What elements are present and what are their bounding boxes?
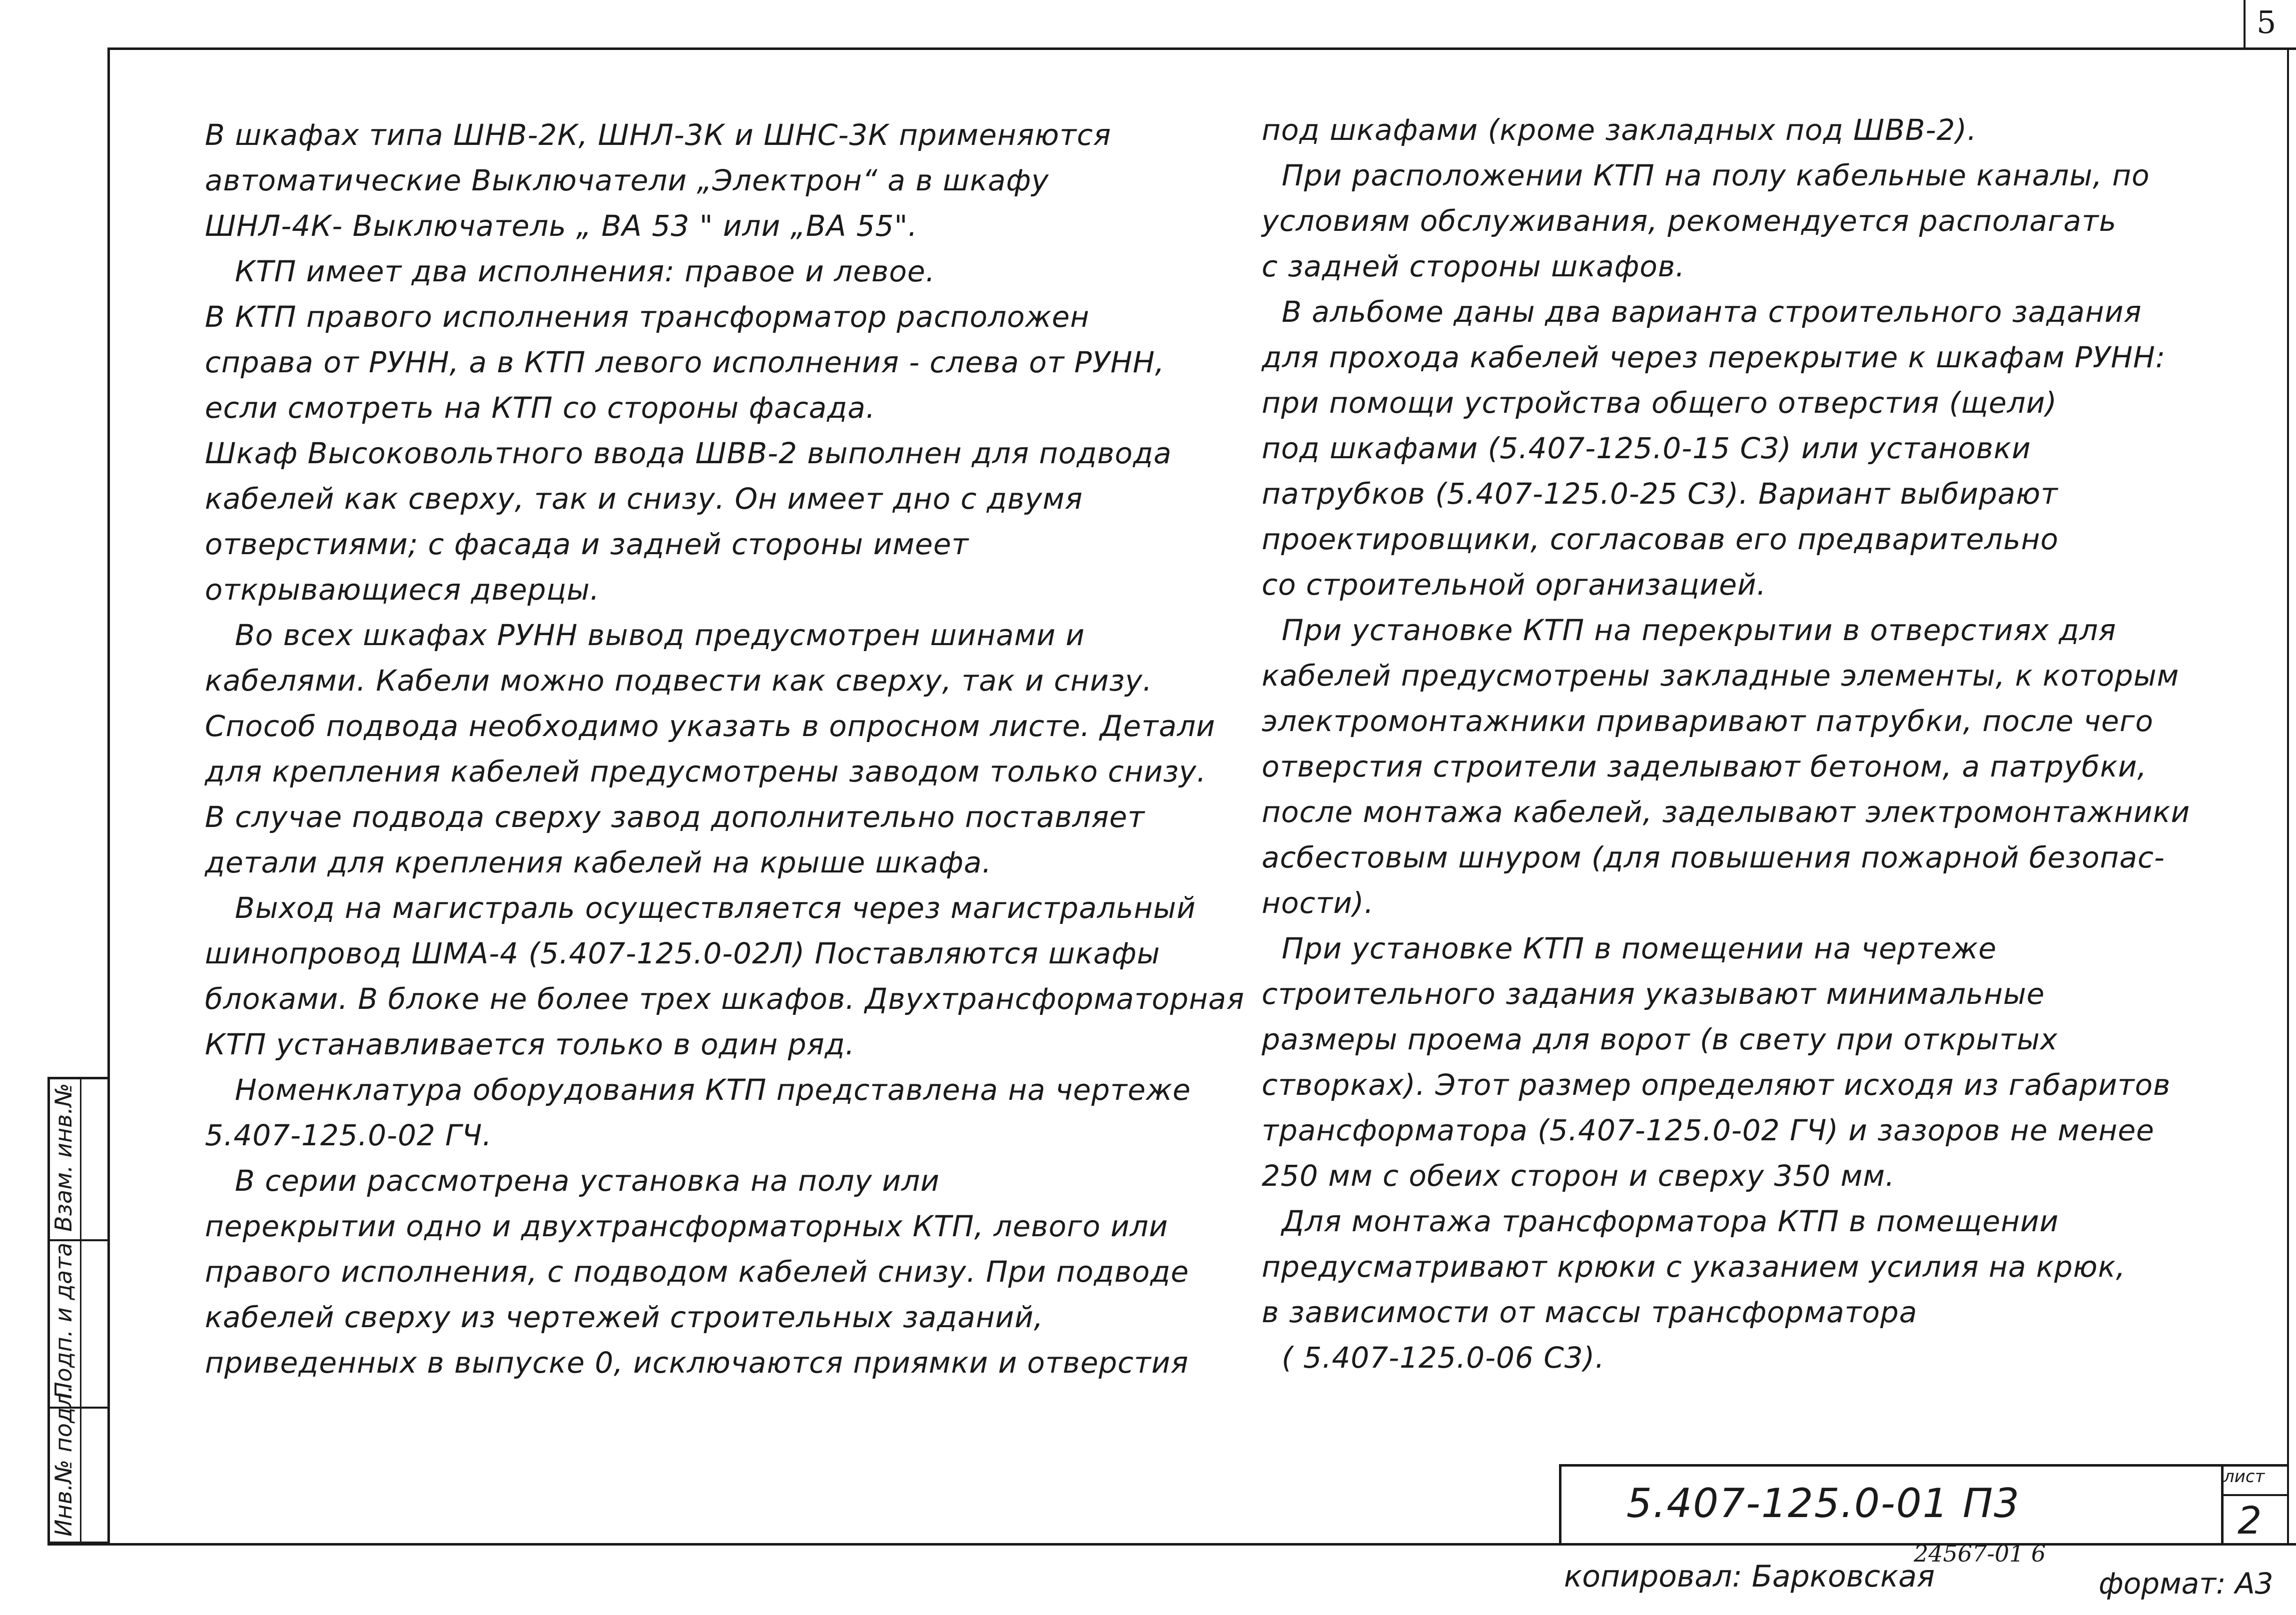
text-line: 250 мм с обеих сторон и сверху 350 мм. [1262,1159,1895,1193]
text-line: В серии рассмотрена установка на полу или [235,1164,940,1198]
text-line: блоками. В блоке не более трех шкафов. Двухтрансформаторная [205,982,1245,1016]
text-line: асбестовым шнуром (для повышения пожарной безопас- [1262,840,2165,874]
text-line: При расположении КТП на полу кабельные каналы, по [1282,158,2150,192]
text-line: ШНЛ-4К- Выключатель „ ВА 53 " или „ВА 55". [205,209,918,243]
text-line: В альбоме даны два варианта строительного задания [1282,295,2142,329]
text-line: КТП устанавливается только в один ряд. [205,1027,855,1061]
stamp-label: Подп. и дата [50,1242,77,1399]
text-line: В КТП правого исполнения трансформатор расположен [205,300,1090,334]
text-line: со строительной организацией. [1262,568,1767,602]
paper-format: формат: А3 [2099,1567,2274,1601]
text-line: трансформатора (5.407-125.0-02 ГЧ) и зазоров не менее [1262,1113,2155,1147]
text-line: электромонтажники приваривают патрубки, после чего [1262,704,2154,738]
text-line: под шкафами (кроме закладных под ШВВ-2). [1262,113,1977,147]
text-line: правого исполнения, с подводом кабелей снизу. При подводе [205,1255,1189,1289]
text-line: Номенклатура оборудования КТП представлена на чертеже [235,1073,1191,1107]
text-line: кабелей как сверху, так и снизу. Он имеет дно с двумя [205,482,1083,516]
page-number-box [2244,0,2296,47]
sheet-cell-divider [2221,1494,2289,1496]
page-number: 5 [2257,4,2277,40]
text-line: строительного задания указывают минимальные [1262,977,2045,1011]
text-line: после монтажа кабелей, заделывают электромонтажники [1262,795,2191,829]
text-line: открывающиеся дверцы. [205,573,600,607]
text-line: для крепления кабелей предусмотрены заводом только снизу. [205,755,1207,789]
text-line: размеры проема для ворот (в свету при открытых [1262,1022,2058,1056]
text-line: ( 5.407-125.0-06 С3). [1282,1341,1605,1375]
text-line: створках). Этот размер определяют исходя из габаритов [1262,1068,2171,1102]
text-line: Для монтажа трансформатора КТП в помещении [1282,1204,2059,1238]
sheet-number: 2 [2238,1498,2262,1543]
text-line: перекрытии одно и двухтрансформаторных КТП, левого или [205,1209,1168,1243]
text-line: отверстиями; с фасада и задней стороны имеет [205,527,969,561]
text-line: Способ подвода необходимо указать в опросном листе. Детали [205,709,1216,743]
text-line: кабелей предусмотрены закладные элементы, к которым [1262,659,2180,693]
text-line: предусматривают крюки с указанием усилия на крюк, [1262,1250,2126,1284]
text-line: кабелей сверху из чертежей строительных заданий, [205,1300,1044,1334]
text-line: детали для крепления кабелей на крыше шкафа. [205,845,992,879]
text-line: для прохода кабелей через перекрытие к шкафам РУНН: [1262,340,2166,374]
text-line: проектировщики, согласовав его предварительно [1262,522,2059,556]
stamp-inner-line [80,1077,81,1544]
text-line: при помощи устройства общего отверстия (щели) [1262,386,2058,420]
text-line: справа от РУНН, а в КТП левого исполнения - слева от РУНН, [205,345,1165,379]
text-line: если смотреть на КТП со стороны фасада. [205,391,876,425]
text-line: патрубков (5.407-125.0-25 С3). Вариант выбирают [1262,477,2058,511]
text-column-left [205,112,1245,1386]
text-column-right [1262,107,2190,1381]
document-code: 5.407-125.0-01 П3 [1626,1480,2021,1527]
stamp-label: Взам. инв.№ [50,1083,77,1232]
text-line: КТП имеет два исполнения: правое и левое. [235,254,935,288]
frame-top-line [107,47,2296,50]
text-line: Шкаф Высоковольтного ввода ШВВ-2 выполнен для подвода [205,436,1172,470]
archive-number: 24567-01 6 [1914,1540,2046,1567]
frame-left-line [107,47,110,1544]
text-line: условиям обслуживания, рекомендуется располагать [1262,204,2117,238]
text-line: ности). [1262,886,1374,920]
text-line: автоматические Выключатели „Электрон“ а в шкафу [205,163,1049,197]
text-line: Во всех шкафах РУНН вывод предусмотрен шинами и [235,618,1085,652]
text-line: Выход на магистраль осуществляется через магистральный [235,891,1196,925]
text-line: При установке КТП на перекрытии в отверстиях для [1282,613,2117,647]
text-line: В случае подвода сверху завод дополнительно поставляет [205,800,1145,834]
text-line: 5.407-125.0-02 ГЧ. [205,1118,492,1152]
copied-by: копировал: Барковская [1564,1559,1935,1594]
sheet-label: лист [2224,1467,2265,1487]
text-line: В шкафах типа ШНВ-2К, ШНЛ-3К и ШНС-3К применяются [205,118,1111,152]
text-line: в зависимости от массы трансформатора [1262,1295,1918,1329]
stamp-divider [47,1239,107,1241]
frame-right-line [2287,47,2289,1544]
text-line: шинопровод ШМА-4 (5.407-125.0-02Л) Поставляются шкафы [205,936,1160,970]
text-line: под шкафами (5.407-125.0-15 С3) или установки [1262,431,2031,465]
stamp-label: Инв.№ подл. [50,1385,77,1537]
text-line: При установке КТП в помещении на чертеже [1282,931,1997,965]
text-line: с задней стороны шкафов. [1262,249,1685,283]
text-line: отверстия строители заделывают бетоном, а патрубки, [1262,750,2147,784]
text-line: кабелями. Кабели можно подвести как сверху, так и снизу. [205,664,1153,698]
text-line: приведенных в выпуске 0, исключаются приямки и отверстия [205,1346,1189,1380]
